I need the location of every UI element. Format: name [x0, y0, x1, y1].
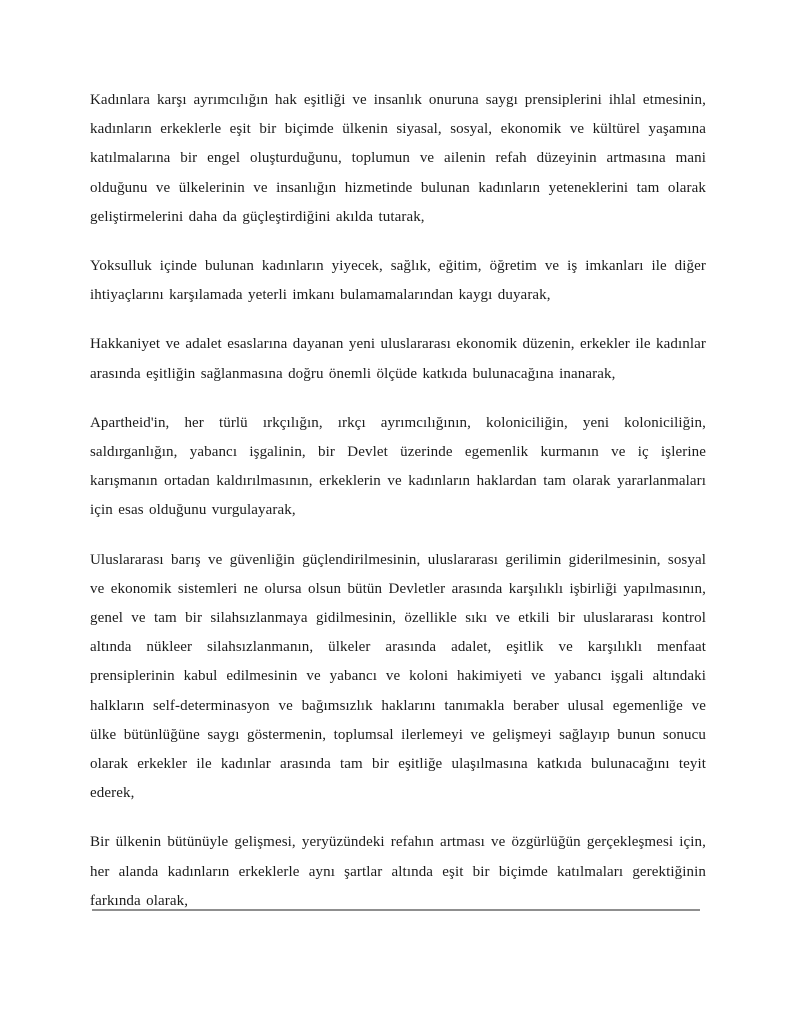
preamble-paragraph-1: Kadınlara karşı ayrımcılığın hak eşitliği ve insanlık onuruna saygı prensiplerini ihlal etmesinin, kadınların erkeklerle eşit bir biçimde ülkenin siyasal, sosyal, ekonomik ve kültürel yaşamına katılmalarına bir engel oluşturduğunu, toplumun ve ailenin refah düzeyinin artmasına mani olduğunu ve ülkelerinin ve insanlığın hizmetinde bulunan kadınların yeteneklerini tam olarak geliştirmelerini daha da güçleştirdiğini akılda tutarak,	[90, 92, 706, 225]
footnote-separator-line	[92, 909, 700, 911]
preamble-paragraph-6: Bir ülkenin bütünüyle gelişmesi, yeryüzündeki refahın artması ve özgürlüğün gerçekleşmesi için, her alanda kadınların erkeklerle aynı şartlar altında eşit bir biçimde katılmaları gerektiğinin farkında olarak,	[90, 834, 706, 909]
preamble-paragraph-4: Apartheid'in, her türlü ırkçılığın, ırkçı ayrımcılığının, koloniciliğin, yeni koloniciliğin, saldırganlığın, yabancı işgalinin, bir Devlet üzerinde egemenlik kurmanın ve iç işlerine karışmanın ortadan kaldırılmasının, erkeklerin ve kadınların haklardan tam olarak yararlanmaları için esas olduğunu vurgulayarak,	[90, 414, 706, 519]
preamble-paragraph-2: Yoksulluk içinde bulunan kadınların yiyecek, sağlık, eğitim, öğretim ve iş imkanları ile diğer ihtiyaçlarını karşılamada yeterli imkanı bulamamalarından kaygı duyarak,	[90, 258, 706, 304]
document-body	[90, 86, 706, 936]
preamble-paragraph-3: Hakkaniyet ve adalet esaslarına dayanan yeni uluslararası ekonomik düzenin, erkekler ile kadınlar arasında eşitliğin sağlanmasına doğru önemli ölçüde katkıda bulunacağına inanarak,	[90, 336, 706, 382]
preamble-paragraph-5: Uluslararası barış ve güvenliğin güçlendirilmesinin, uluslararası gerilimin giderilmesinin, sosyal ve ekonomik sistemleri ne olursa olsun bütün Devletler arasında karşılıklı işbirliği yapılmasının, genel ve tam bir silahsızlanmaya gidilmesinin, özellikle sıkı ve etkili bir uluslararası kontrol altında nükleer silahsızlanmanın, ülkeler arasında adalet, eşitlik ve karşılıklı menfaat prensiplerinin kabul edilmesinin ve yabancı ve koloni hakimiyeti ve yabancı işgali altındaki halkların self-determinasyon ve bağımsızlık haklarını tanımakla beraber ulusal egemenliğe ve ülke bütünlüğüne saygı göstermenin, toplumsal ilerlemeyi ve gelişmeyi sağlayıp bunun sonucu olarak erkekler ile kadınlar arasında tam bir eşitliğe ulaşılmasına katkıda bulunacağını teyit ederek,	[90, 551, 706, 802]
